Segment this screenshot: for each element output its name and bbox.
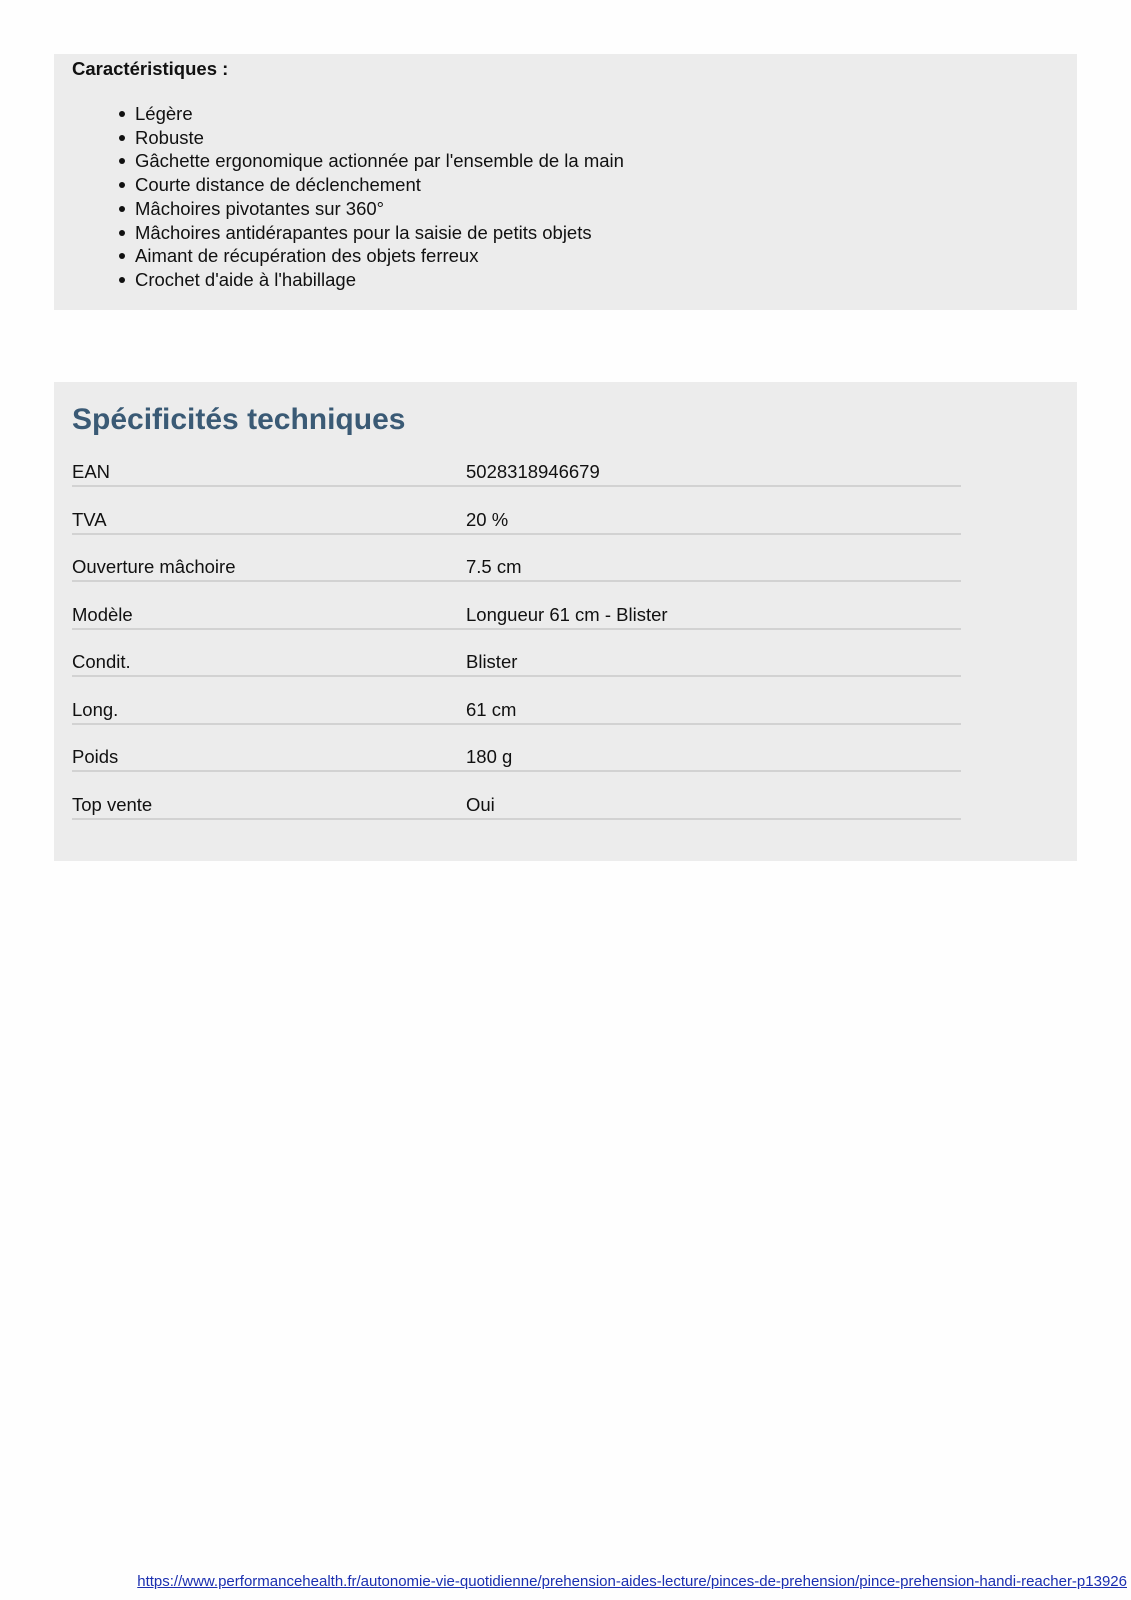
source-url-link[interactable]: https://www.performancehealth.fr/autonomie-vie-quotidienne/prehension-aides-lecture/pinces-de-prehension/pince-prehension-handi-reacher-p13926 [137,1573,1127,1590]
spec-label: EAN [72,461,111,482]
spec-value: 180 g [466,746,513,767]
features-panel [54,54,1077,310]
feature-item: Aimant de récupération des objets ferreux [135,244,1059,268]
spec-label: Top vente [72,793,153,815]
specs-title: Spécificités techniques [72,403,406,436]
spec-value: 5028318946679 [466,461,600,482]
feature-item: Mâchoires pivotantes sur 360° [135,197,1059,221]
spec-row-tva [72,487,961,535]
spec-value: Longueur 61 cm - Blister [466,603,668,625]
spec-row-modele [72,582,961,630]
spec-table [72,454,961,820]
feature-item: Courte distance de déclenchement [135,173,1059,197]
spec-label: TVA [72,508,107,530]
spec-label: Poids [72,746,119,767]
spec-value: 20 % [466,508,509,530]
feature-list [72,102,1059,292]
spec-value: 7.5 cm [466,556,522,577]
spec-value: Blister [466,651,518,672]
spec-label: Condit. [72,651,131,672]
spec-row-condit [72,630,961,678]
feature-item: Légère [135,102,1059,126]
spec-row-long [72,677,961,725]
specs-panel [54,382,1077,861]
features-heading: Caractéristiques : [72,58,229,79]
spec-label: Ouverture mâchoire [72,556,236,577]
spec-label: Modèle [72,603,133,625]
spec-value: Oui [466,793,495,815]
spec-label: Long. [72,698,119,720]
feature-item: Gâchette ergonomique actionnée par l'ensemble de la main [135,149,1059,173]
spec-row-ean [72,454,961,487]
spec-value: 61 cm [466,698,517,720]
spec-row-ouverture [72,535,961,583]
feature-item: Mâchoires antidérapantes pour la saisie de petits objets [135,221,1059,245]
spec-row-top-vente [72,772,961,820]
feature-item: Crochet d'aide à l'habillage [135,268,1059,292]
feature-item: Robuste [135,126,1059,150]
spec-row-poids [72,725,961,773]
